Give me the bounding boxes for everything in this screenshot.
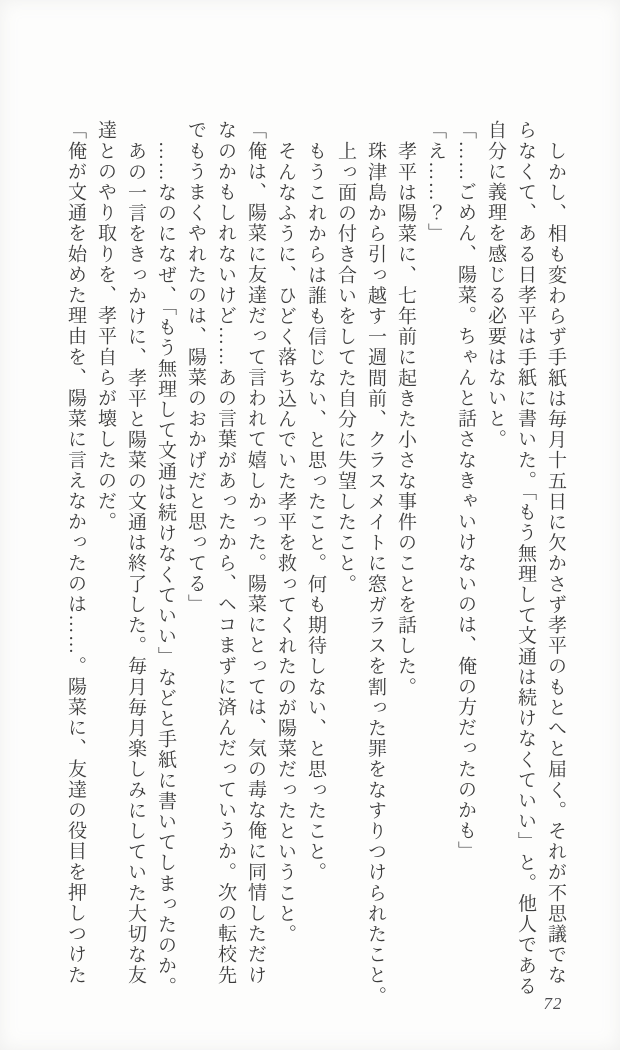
text-column: 「俺は、陽菜に友達だって言われて嬉しかった。陽菜にとっては、気の毒な俺に同情しただけ — [245, 120, 266, 986]
text-column: でもうまくやれたのは、陽菜のおかげだと思ってる」 — [185, 120, 206, 615]
text-column: 「……ごめん、陽菜。ちゃんと話さなきゃいけないのは、俺の方だったのかも」 — [455, 120, 476, 862]
text-column: 孝平は陽菜に、七年前に起きた小さな事件のことを話した。 — [395, 141, 416, 698]
vertical-text-block — [58, 120, 570, 1012]
text-column: なのかもしれないけど……あの言葉があったから、ヘコまずに済んだっていうか。次の転校先 — [215, 120, 236, 986]
text-column: 「え……？」 — [425, 120, 446, 244]
text-column: 「俺が文通を始めた理由を、陽菜に言えなかったのは……。陽菜に、友達の役目を押しつけた — [65, 120, 86, 986]
text-column: もうこれからは誰も信じない、と思ったこと。何も期待しない、と思ったこと。 — [305, 141, 326, 883]
text-column: そんなふうに、ひどく落ち込んでいた孝平を救ってくれたのが陽菜だったということ。 — [275, 141, 296, 945]
text-column: 上っ面の付き合いをしてた自分に失望したこと。 — [335, 141, 356, 595]
text-column: 達とのやり取りを、孝平自らが壊したのだ。 — [95, 120, 116, 532]
text-column: 自分に義理を感じる必要はないと。 — [485, 120, 506, 450]
text-column: しかし、相も変わらず手紙は毎月十五日に欠かさず孝平のもとへと届く。それが不思議でな — [545, 141, 566, 986]
text-column: らなくて、ある日孝平は手紙に書いた。「もう無理して文通は続けなくていい」と。他人である — [515, 120, 536, 997]
text-column: ……なのになぜ、「もう無理して文通は続けなくていい」などと手紙に書いてしまったのか。 — [155, 141, 176, 997]
text-column: 珠津島から引っ越す一週間前、クラスメイトに窓ガラスを割った罪をなすりつけられたこと。 — [365, 141, 386, 1007]
page-number: 72 — [543, 994, 563, 1013]
text-column: あの一言をきっかけに、孝平と陽菜の文通は終了した。毎月毎月楽しみにしていた大切な友 — [125, 141, 146, 986]
